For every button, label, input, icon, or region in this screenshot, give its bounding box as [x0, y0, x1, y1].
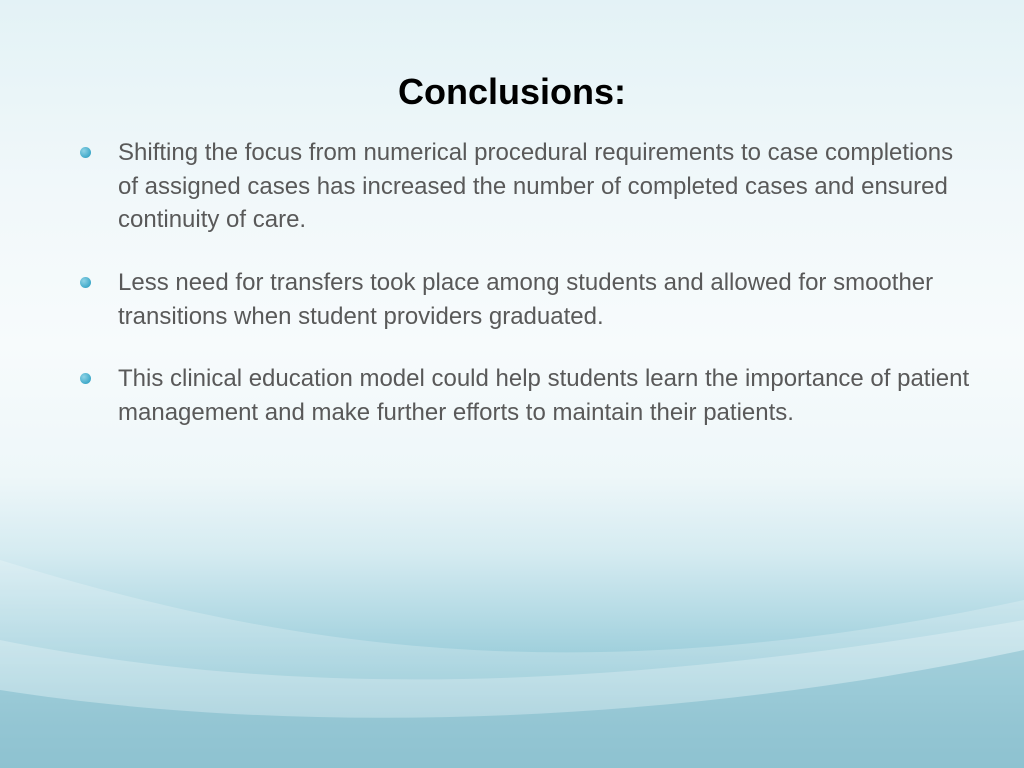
bullet-dot-icon	[80, 147, 91, 158]
list-item	[118, 362, 978, 429]
bullet-text: Less need for transfers took place among students and allowed for smoother transitions when student providers graduated.	[118, 269, 934, 330]
bullet-text: Shifting the focus from numerical procedural requirements to case completions of assigned cases has increased the number of completed cases and ensured continuity of care.	[118, 139, 954, 233]
bullet-text: This clinical education model could help students learn the importance of patient management and make further efforts to maintain their patients.	[118, 365, 970, 426]
list-item	[118, 136, 978, 237]
bullet-dot-icon	[80, 373, 91, 384]
list-item	[118, 266, 978, 333]
bullet-dot-icon	[80, 277, 91, 288]
slide-title: Conclusions:	[397, 71, 626, 112]
